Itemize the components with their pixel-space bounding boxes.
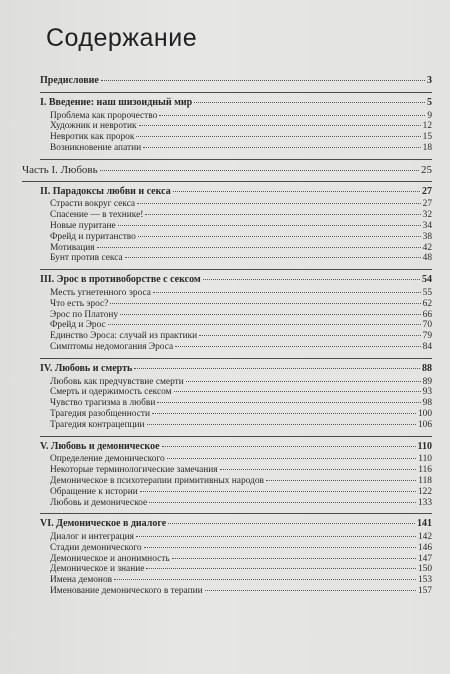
- toc-entry-page-number: 106: [417, 419, 432, 430]
- toc-entry-page-number: 153: [417, 575, 432, 586]
- toc-section-entry: [22, 498, 432, 509]
- toc-entry-label: Именование демонического в терапии: [50, 586, 203, 597]
- toc-section-entry: [22, 543, 432, 554]
- toc-entry-page-number: 5: [427, 96, 432, 108]
- toc-entry-label: Фрейд и Эрос: [50, 320, 106, 331]
- dot-leader: [159, 115, 425, 116]
- dot-leader: [146, 568, 416, 569]
- dot-leader: [173, 191, 420, 192]
- dot-leader: [199, 335, 420, 336]
- toc-entry-label: Смерть и одержимость сексом: [50, 387, 172, 398]
- toc-entry-page-number: 100: [417, 408, 432, 419]
- dot-leader: [194, 102, 425, 103]
- dot-leader: [137, 203, 421, 204]
- toc-entry-label: Любовь как предчувствие смерти: [50, 376, 184, 387]
- toc-section-entry: [22, 253, 432, 264]
- toc-entry-label: Некоторые терминологические замечания: [50, 465, 218, 476]
- dot-leader: [125, 257, 421, 258]
- toc-entry-label: Проблема как пророчество: [50, 110, 158, 121]
- toc-entry-page-number: 32: [422, 210, 432, 221]
- toc-entry-page-number: 142: [417, 532, 432, 543]
- toc-entry-label: Фрейд и пуританство: [50, 231, 136, 242]
- toc-section-entry: [22, 387, 432, 398]
- toc-entry-page-number: 118: [418, 475, 432, 486]
- toc-entry-page-number: 110: [417, 440, 432, 452]
- toc-entry-label: Возникновение апатии: [50, 142, 142, 153]
- dot-leader: [266, 480, 416, 481]
- toc-entry-page-number: 27: [422, 185, 432, 197]
- toc-section-entry: [22, 331, 432, 342]
- toc-section-entry: [22, 232, 432, 243]
- toc-section-entry: [22, 377, 432, 388]
- dot-leader: [153, 292, 421, 293]
- toc-section-entry: [22, 121, 432, 132]
- dot-leader: [157, 402, 420, 403]
- toc-entry-label: Часть I. Любовь: [22, 163, 98, 176]
- toc-entry-label: Мотивация: [50, 242, 95, 253]
- toc-entry-page-number: 62: [422, 298, 432, 309]
- toc-section-entry: [22, 132, 432, 143]
- toc-entry-label: Что есть эрос?: [50, 298, 109, 309]
- toc-entry-page-number: 93: [422, 387, 432, 398]
- toc-entry-label: Предисловие: [40, 75, 99, 86]
- toc-section-entry: [22, 564, 432, 575]
- dot-leader: [162, 446, 416, 447]
- toc-section-entry: [22, 465, 432, 476]
- dot-leader: [168, 523, 415, 524]
- dot-leader: [220, 469, 417, 470]
- section-divider: [40, 358, 432, 359]
- toc-entry-page-number: 133: [417, 497, 432, 508]
- toc-entry-label: Диалог и интеграция: [50, 532, 134, 543]
- dot-leader: [118, 225, 421, 226]
- dot-leader: [138, 236, 421, 237]
- toc-entry-label: Трагедия контрацепции: [50, 419, 145, 430]
- toc-entry-label: Художник и невротик: [50, 121, 137, 132]
- dot-leader: [108, 324, 421, 325]
- dot-leader: [143, 147, 421, 148]
- toc-entry-label: Демоническое и знание: [50, 564, 145, 575]
- dot-leader: [110, 303, 420, 304]
- dot-leader: [147, 424, 416, 425]
- toc-section-entry: [22, 288, 432, 299]
- toc-entry-label: Обращение к истории: [50, 486, 138, 497]
- toc-entry-label: Эрос по Платону: [50, 309, 119, 320]
- toc-section-entry: [22, 310, 432, 321]
- toc-section-entry: [22, 243, 432, 254]
- toc-section-entry: [22, 420, 432, 431]
- toc-entry-page-number: 110: [418, 454, 432, 465]
- dot-leader: [149, 502, 416, 503]
- toc-section-entry: [22, 342, 432, 353]
- dot-leader: [175, 346, 420, 347]
- toc-section-entry: [22, 111, 432, 122]
- toc-entry-label: Симптомы недомогания Эроса: [50, 341, 174, 352]
- toc-entry-page-number: 9: [427, 110, 432, 121]
- dot-leader: [203, 279, 420, 280]
- toc-entry-page-number: 157: [417, 586, 432, 597]
- toc-entry-label: Любовь и демоническое: [50, 497, 148, 508]
- dot-leader: [205, 590, 416, 591]
- toc-entry-page-number: 89: [422, 376, 432, 387]
- toc-chapter-entry: [22, 364, 432, 375]
- toc-entry-label: V. Любовь и демоническое: [40, 440, 160, 452]
- toc-entry-page-number: 79: [422, 331, 432, 342]
- dot-leader: [101, 80, 425, 81]
- dot-leader: [114, 579, 416, 580]
- toc-entry-page-number: 141: [417, 518, 432, 530]
- dot-leader: [134, 368, 420, 369]
- dot-leader: [174, 391, 421, 392]
- toc-part-entry: [22, 165, 432, 176]
- toc-entry-label: Демоническое и анонимность: [50, 553, 170, 564]
- dot-leader: [172, 558, 416, 559]
- toc-entry-label: Демоническое в психотерапии примитивных народов: [50, 475, 264, 486]
- toc-entry-label: I. Введение: наш шизоидный мир: [40, 96, 193, 108]
- toc-entry-page-number: 15: [422, 132, 432, 143]
- section-divider: [40, 92, 432, 93]
- toc-section-entry: [22, 409, 432, 420]
- toc-entry-page-number: 116: [418, 465, 432, 476]
- toc-entry-label: Невротик как пророк: [50, 132, 135, 143]
- toc-chapter-entry: [22, 187, 432, 198]
- toc-section-entry: [22, 199, 432, 210]
- toc-entry-page-number: 70: [422, 320, 432, 331]
- toc-entry-label: Имена демонов: [50, 575, 113, 586]
- toc-chapter-entry: [22, 76, 432, 87]
- toc-section-entry: [22, 320, 432, 331]
- section-divider: [40, 436, 432, 437]
- toc-section-entry: [22, 575, 432, 586]
- dot-leader: [145, 214, 420, 215]
- toc-entry-page-number: 38: [422, 231, 432, 242]
- toc-entry-page-number: 147: [417, 553, 432, 564]
- toc-entry-page-number: 84: [422, 341, 432, 352]
- dot-leader: [136, 136, 420, 137]
- toc-entry-label: Месть угнетенного эроса: [50, 287, 151, 298]
- dot-leader: [186, 381, 421, 382]
- dot-leader: [139, 125, 421, 126]
- section-divider: [40, 269, 432, 270]
- toc-entry-label: II. Парадоксы любви и секса: [40, 185, 171, 197]
- dot-leader: [120, 314, 421, 315]
- toc-chapter-entry: [22, 519, 432, 530]
- toc-section-entry: [22, 586, 432, 597]
- toc-entry-page-number: 42: [422, 242, 432, 253]
- dot-leader: [167, 458, 417, 459]
- section-divider: [40, 513, 432, 514]
- dot-leader: [100, 170, 419, 171]
- toc-section-entry: [22, 532, 432, 543]
- toc-entry-page-number: 18: [422, 142, 432, 153]
- toc-entry-label: VI. Демоническое в диалоге: [40, 518, 167, 530]
- toc-section-entry: [22, 299, 432, 310]
- page-title: Содержание: [46, 24, 198, 52]
- toc-entry-label: Стадии демонического: [50, 542, 142, 553]
- toc-entry-label: Бунт против секса: [50, 253, 123, 264]
- section-divider: [22, 181, 432, 182]
- toc-section-entry: [22, 221, 432, 232]
- toc-section-entry: [22, 210, 432, 221]
- table-of-contents: [22, 76, 432, 597]
- toc-entry-page-number: 54: [422, 274, 432, 286]
- toc-entry-page-number: 88: [422, 362, 432, 374]
- toc-entry-page-number: 12: [422, 121, 432, 132]
- toc-entry-page-number: 150: [417, 564, 432, 575]
- toc-section-entry: [22, 143, 432, 154]
- toc-entry-page-number: 122: [417, 486, 432, 497]
- toc-entry-label: Единство Эроса: случай из практики: [50, 331, 198, 342]
- toc-section-entry: [22, 398, 432, 409]
- toc-entry-label: Страсти вокруг секса: [50, 199, 136, 210]
- toc-section-entry: [22, 554, 432, 565]
- dot-leader: [136, 536, 416, 537]
- toc-entry-page-number: 146: [417, 542, 432, 553]
- section-divider: [40, 159, 432, 160]
- toc-entry-label: Трагедия разобщенности: [50, 408, 150, 419]
- toc-entry-page-number: 98: [422, 398, 432, 409]
- toc-entry-page-number: 3: [427, 75, 432, 86]
- toc-entry-label: Определение демонического: [50, 454, 165, 465]
- toc-entry-page-number: 55: [422, 287, 432, 298]
- toc-entry-page-number: 48: [422, 253, 432, 264]
- toc-entry-label: Новые пуритане: [50, 220, 116, 231]
- toc-entry-label: IV. Любовь и смерть: [40, 362, 133, 374]
- toc-section-entry: [22, 487, 432, 498]
- toc-entry-page-number: 34: [422, 220, 432, 231]
- toc-section-entry: [22, 454, 432, 465]
- toc-entry-label: Чувство трагизма в любви: [50, 398, 156, 409]
- toc-chapter-entry: [22, 442, 432, 453]
- toc-entry-label: Спасение — в технике!: [50, 210, 144, 221]
- toc-entry-page-number: 66: [422, 309, 432, 320]
- dot-leader: [144, 547, 416, 548]
- toc-entry-label: III. Эрос в противоборстве с сексом: [40, 274, 201, 286]
- toc-chapter-entry: [22, 98, 432, 109]
- toc-entry-page-number: 25: [421, 163, 432, 176]
- dot-leader: [97, 247, 421, 248]
- dot-leader: [140, 491, 416, 492]
- toc-chapter-entry: [22, 275, 432, 286]
- dot-leader: [152, 413, 416, 414]
- toc-entry-page-number: 27: [422, 199, 432, 210]
- toc-section-entry: [22, 476, 432, 487]
